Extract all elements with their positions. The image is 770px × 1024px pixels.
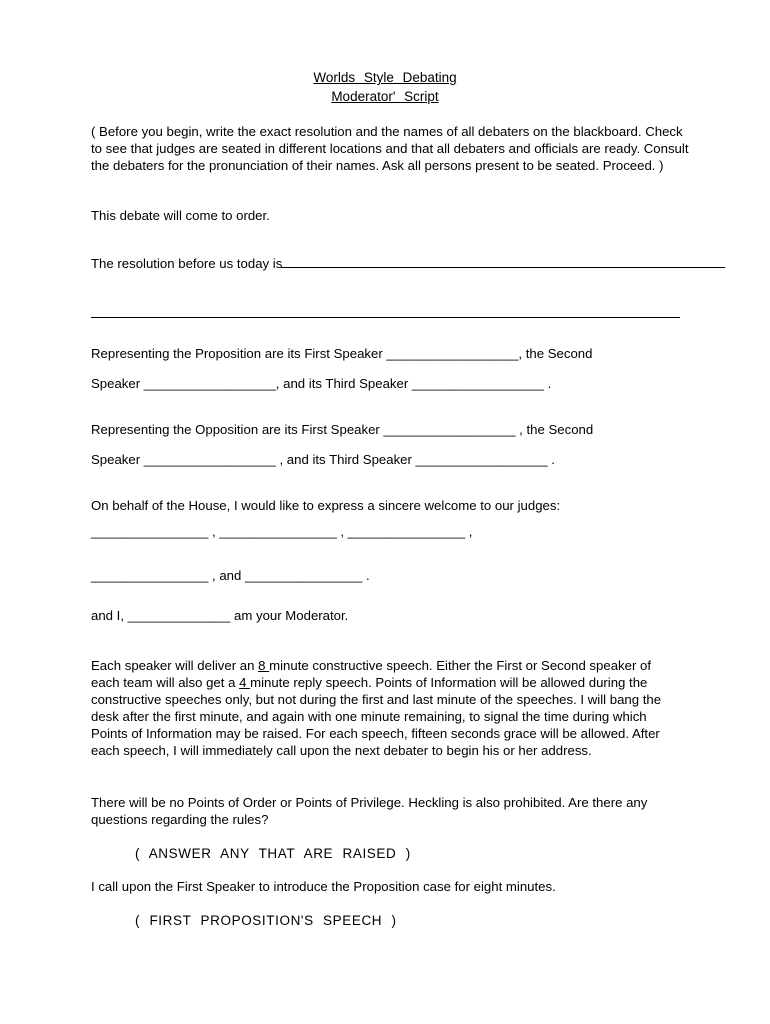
rules-text-b: minute constructive speech. Either the First or Second speaker of each team will also get a [91,658,652,690]
opposition-speakers-line1: Representing the Opposition are its First Speaker __________________ , the Second [91,422,594,437]
resolution-blank-line-2 [91,317,680,318]
rules-text-a: Each speaker will deliver an [91,658,259,673]
answer-instruction: ( ANSWER ANY THAT ARE RAISED ) [135,846,411,861]
reply-minutes-value: 4 [239,675,251,690]
constructive-minutes-value: 8 [258,658,270,673]
document-title-line1: Worlds Style Debating [313,70,457,85]
intro-instructions: ( Before you begin, write the exact resolution and the names of all debaters on the blackboard. Check to see that judges are seated in different locations and that all debaters and officials are ready. Consult the debaters for the pronunciation of their names. Ask all persons present to be seated. Proceed. ) [91,124,689,173]
proposition-speakers-line1: Representing the Proposition are its First Speaker __________________, the Second [91,346,593,361]
first-speech-instruction: ( FIRST PROPOSITION'S SPEECH ) [135,913,397,928]
judges-blanks-line1: ________________ , ________________ , ________________ , [91,524,473,539]
resolution-blank-line-1 [281,267,725,268]
rules-paragraph [91,657,683,759]
points-of-order-paragraph: There will be no Points of Order or Points of Privilege. Heckling is also prohibited. Are there any questions regarding the rules? [91,795,648,827]
moderator-line: and I, ______________ am your Moderator. [91,608,349,623]
resolution-label: The resolution before us today is [91,256,283,271]
judges-blanks-line2: ________________ , and ________________ . [91,568,370,583]
opposition-speakers-line2: Speaker __________________ , and its Third Speaker __________________ . [91,452,555,467]
rules-text-c: minute reply speech. Points of Information will be allowed during the constructive speeches only, but not during the first and last minute of the speeches. I will bang the desk after the first minute, and again with one minute remaining, to signal the time during which Points of Information may be raised. For each speech, fifteen seconds grace will be allowed. After each speech, I will immediately call upon the next debater to begin his or her address. [91,675,662,758]
judges-welcome: On behalf of the House, I would like to express a sincere welcome to our judges: [91,498,561,513]
order-statement: This debate will come to order. [91,208,270,223]
first-speaker-call: I call upon the First Speaker to introduce the Proposition case for eight minutes. [91,879,556,894]
proposition-speakers-line2: Speaker __________________, and its Third Speaker __________________ . [91,376,552,391]
document-title-line2: Moderator' Script [331,89,439,104]
